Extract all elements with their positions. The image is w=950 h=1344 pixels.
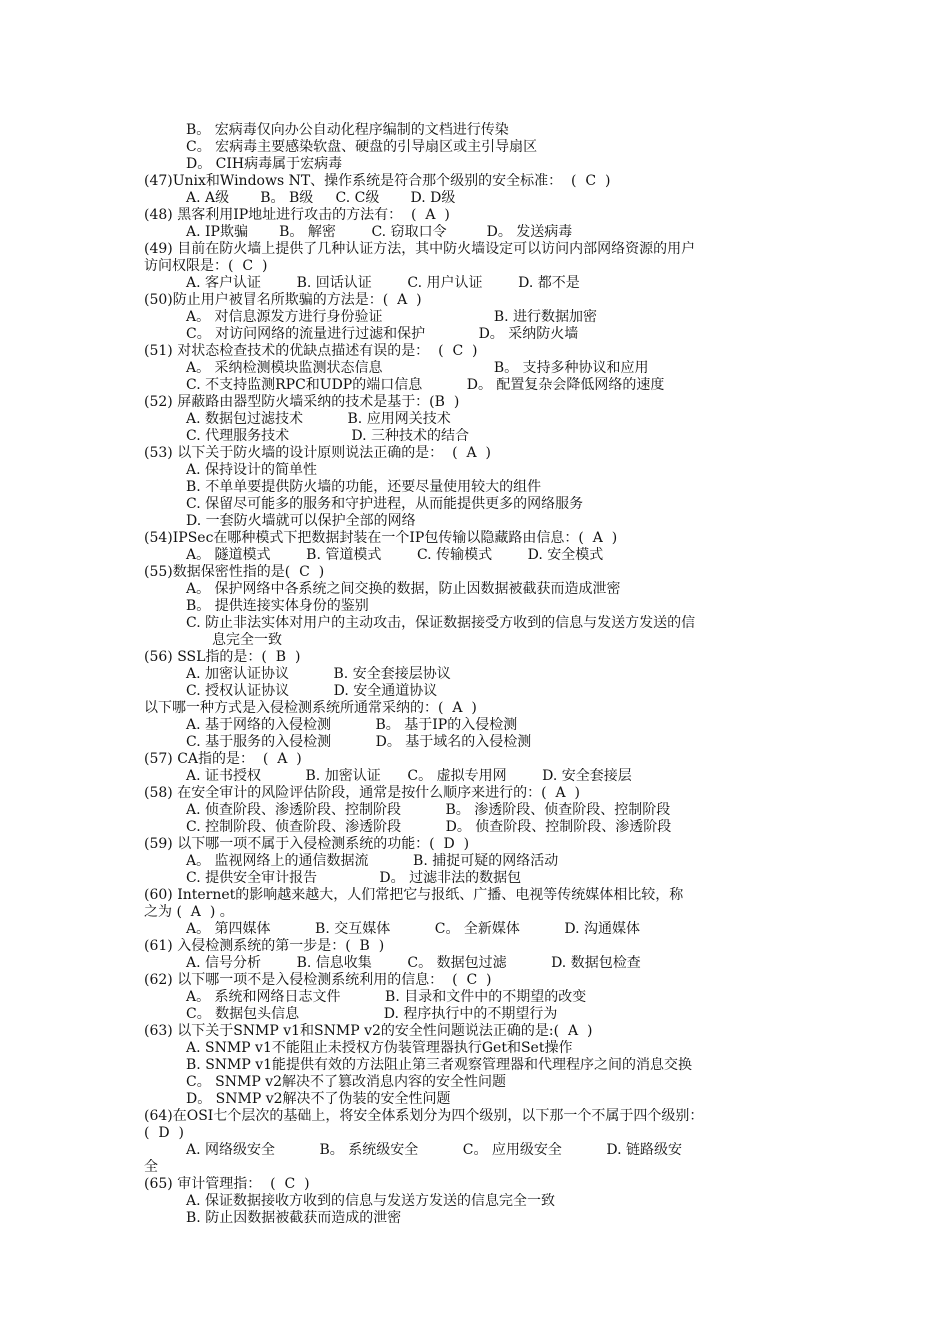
option-line: A. 信号分析 B. 信息收集 C。 数据包过滤 D. 数据包检查 <box>186 955 641 971</box>
question-line: (55)数据保密性指的是( C ) <box>144 564 325 580</box>
question-line: (48) 黑客利用IP地址进行攻击的方法有： ( A ) <box>144 207 450 223</box>
option-line: C。 对访问网络的流量进行过滤和保护 D。 采纳防火墙 <box>186 326 579 342</box>
option-line: D。 SNMP v2解决不了伪装的安全性问题 <box>186 1091 451 1107</box>
option-line: A. 保持设计的简单性 <box>186 462 318 478</box>
option-line: A。 对信息源发方进行身份验证 B. 进行数据加密 <box>186 309 598 325</box>
option-line: A. 加密认证协议 B. 安全套接层协议 <box>186 666 451 682</box>
question-line: (57) CA指的是： ( A ) <box>144 751 302 767</box>
question-line: (50)防止用户被冒名所欺骗的方法是：( A ) <box>144 292 422 308</box>
option-line: A。 监视网络上的通信数据流 B. 捕捉可疑的网络活动 <box>186 853 559 869</box>
question-line: (60) Internet的影响越来越大，人们常把它与报纸、广播、电视等传统媒体相比较，称 <box>144 887 684 903</box>
option-line: C。 数据包头信息 D. 程序执行中的不期望行为 <box>186 1006 558 1022</box>
option-line: B. 防止因数据被截获而造成的泄密 <box>186 1210 402 1226</box>
option-line: C. 基于服务的入侵检测 D。 基于域名的入侵检测 <box>186 734 532 750</box>
option-line: B。 提供连接实体身份的鉴别 <box>186 598 369 614</box>
question-line: (62) 以下哪一项不是入侵检测系统利用的信息： ( C ) <box>144 972 492 988</box>
question-line: (64)在OSI七个层次的基础上，将安全体系划分为四个级别，以下那一个不属于四个级别： <box>144 1108 704 1124</box>
option-line: A. 数据包过滤技术 B. 应用网关技术 <box>186 411 451 427</box>
question-line: 访问权限是：( C ) <box>144 258 268 274</box>
question-line: (49) 目前在防火墙上提供了几种认证方法，其中防火墙设定可以访问内部网络资源的用户 <box>144 241 696 257</box>
option-line: A。 第四媒体 B. 交互媒体 C。 全新媒体 D. 沟通媒体 <box>186 921 641 937</box>
option-line: C. 授权认证协议 D. 安全通道协议 <box>186 683 438 699</box>
option-line: A。 保护网络中各系统之间交换的数据，防止因数据被截获而造成泄密 <box>186 581 621 597</box>
option-line: D. 一套防火墙就可以保护全部的网络 <box>186 513 416 529</box>
option-line: A。 系统和网络日志文件 B. 目录和文件中的不期望的改变 <box>186 989 587 1005</box>
option-line: B. SNMP v1能提供有效的方法阻止第三者观察管理器和代理程序之间的消息交换 <box>186 1057 693 1073</box>
option-line: C. 控制阶段、侦查阶段、渗透阶段 D。 侦查阶段、控制阶段、渗透阶段 <box>186 819 672 835</box>
question-line: (52) 屏蔽路由器型防火墙采纳的技术是基于：(B ) <box>144 394 460 410</box>
continuation-line: 息完全一致 <box>212 632 282 648</box>
question-line: (51) 对状态检查技术的优缺点描述有误的是： ( C ) <box>144 343 478 359</box>
option-line: C. 提供安全审计报告 D。 过滤非法的数据包 <box>186 870 522 886</box>
question-line: (61) 入侵检测系统的第一步是：( B ) <box>144 938 385 954</box>
option-line: A. 侦查阶段、渗透阶段、控制阶段 B。 渗透阶段、侦查阶段、控制阶段 <box>186 802 671 818</box>
option-line: A. 网络级安全 B。 系统级安全 C。 应用级安全 D. 链路级安 <box>186 1142 683 1158</box>
option-line: C。 SNMP v2解决不了篡改消息内容的安全性问题 <box>186 1074 507 1090</box>
option-line: A。 采纳检测模块监测状态信息 B。 支持多种协议和应用 <box>186 360 649 376</box>
option-line: A. IP欺骗 B。 解密 C. 窃取口令 D。 发送病毒 <box>186 224 573 240</box>
question-line: (63) 以下关于SNMP v1和SNMP v2的安全性问题说法正确的是:( A ) <box>144 1023 593 1039</box>
option-line: C. 保留尽可能多的服务和守护进程，从而能提供更多的网络服务 <box>186 496 584 512</box>
option-line: A. 客户认证 B. 回话认证 C. 用户认证 D. 都不是 <box>186 275 580 291</box>
option-line: A. 证书授权 B. 加密认证 C。 虚拟专用网 D. 安全套接层 <box>186 768 632 784</box>
option-line: B。 宏病毒仅向办公自动化程序编制的文档进行传染 <box>186 122 509 138</box>
option-line: A. 基于网络的入侵检测 B。 基于IP的入侵检测 <box>186 717 518 733</box>
option-line: C. 代理服务技术 D. 三种技术的结合 <box>186 428 470 444</box>
question-line: (59) 以下哪一项不属于入侵检测系统的功能：( D ) <box>144 836 470 852</box>
option-line: A. 保证数据接收方收到的信息与发送方发送的信息完全一致 <box>186 1193 556 1209</box>
option-line: C. 防止非法实体对用户的主动攻击，保证数据接受方收到的信息与发送方发送的信 <box>186 615 696 631</box>
option-line: A. A级 B。 B级 C. C级 D. D级 <box>186 190 456 206</box>
option-line: A. SNMP v1不能阻止未授权方伪装管理器执行Get和Set操作 <box>186 1040 573 1056</box>
question-line: (54)IPSec在哪种模式下把数据封装在一个IP包传输以隐藏路由信息：( A ) <box>144 530 618 546</box>
question-line: ( D ) <box>144 1125 184 1141</box>
option-line: D。 CIH病毒属于宏病毒 <box>186 156 343 172</box>
question-line: (56) SSL指的是：( B ) <box>144 649 301 665</box>
question-line: (53) 以下关于防火墙的设计原则说法正确的是： ( A ) <box>144 445 491 461</box>
question-line: (58) 在安全审计的风险评估阶段，通常是按什么顺序来进行的：( A ) <box>144 785 581 801</box>
option-line: C。 宏病毒主要感染软盘、硬盘的引导扇区或主引导扇区 <box>186 139 538 155</box>
option-line: B. 不单单要提供防火墙的功能，还要尽量使用较大的组件 <box>186 479 542 495</box>
question-line: 全 <box>144 1159 158 1175</box>
question-line: (65) 审计管理指： ( C ) <box>144 1176 310 1192</box>
question-list <box>144 122 810 1227</box>
option-line: C. 不支持监测RPC和UDP的端口信息 D。 配置复杂会降低网络的速度 <box>186 377 665 393</box>
option-line: A。 隧道模式 B. 管道模式 C. 传输模式 D. 安全模式 <box>186 547 604 563</box>
question-line: 以下哪一种方式是入侵检测系统所通常采纳的：( A ) <box>144 700 477 716</box>
question-line: 之为 ( A ) 。 <box>144 904 234 920</box>
question-line: (47)Unix和Windows NT、操作系统是符合那个级别的安全标准： ( C ) <box>144 173 611 189</box>
